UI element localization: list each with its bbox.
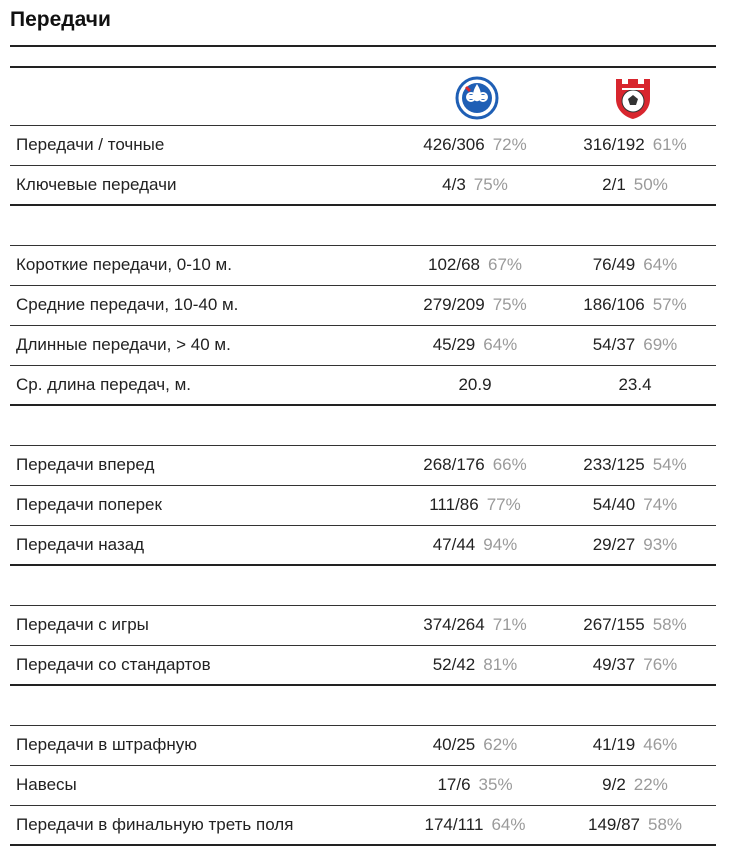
team2-value xyxy=(555,246,715,284)
team1-value xyxy=(400,166,550,204)
team1-percent: 77% xyxy=(486,495,521,514)
team1-value xyxy=(400,126,550,164)
team1-percent: 62% xyxy=(483,735,518,754)
team2-percent: 76% xyxy=(643,655,678,674)
row-label: Передачи вперед xyxy=(16,455,155,474)
team1-value xyxy=(400,366,550,404)
team1-percent: 35% xyxy=(478,775,513,794)
table-row xyxy=(10,126,716,166)
row-label: Передачи / точные xyxy=(16,135,165,154)
team1-count: 426/306 xyxy=(423,135,485,154)
row-label: Передачи назад xyxy=(16,535,145,554)
team1-value xyxy=(400,526,550,564)
team2-count: 149/87 xyxy=(587,815,640,834)
table-row xyxy=(10,246,716,286)
team1-value xyxy=(400,806,550,844)
team2-count: 186/106 xyxy=(583,295,645,314)
table-row xyxy=(10,166,716,206)
page-title: Передачи xyxy=(10,8,111,31)
table-top-divider xyxy=(10,66,716,68)
team1-percent: 71% xyxy=(492,615,527,634)
table-row xyxy=(10,766,716,806)
row-label: Навесы xyxy=(16,775,77,794)
team2-count: 76/49 xyxy=(592,255,636,274)
team1-percent: 64% xyxy=(483,335,518,354)
team2-count: 233/125 xyxy=(583,455,645,474)
team2-count: 316/192 xyxy=(583,135,645,154)
team2-value xyxy=(555,126,715,164)
title-divider xyxy=(10,45,716,47)
team1-count: 17/6 xyxy=(437,775,471,794)
team1-value xyxy=(400,606,550,644)
team1-value xyxy=(400,246,550,284)
row-divider xyxy=(10,204,716,206)
row-label: Длинные передачи, > 40 м. xyxy=(16,335,231,354)
team1-value xyxy=(400,446,550,484)
table-row xyxy=(10,446,716,486)
team1-percent: 75% xyxy=(492,295,527,314)
row-label: Короткие передачи, 0-10 м. xyxy=(16,255,232,274)
team2-count: 29/27 xyxy=(592,535,636,554)
team2-percent: 69% xyxy=(643,335,678,354)
team2-value xyxy=(555,326,715,364)
team2-percent: 74% xyxy=(643,495,678,514)
team1-value xyxy=(400,486,550,524)
team1-percent: 64% xyxy=(491,815,526,834)
team2-value xyxy=(555,646,715,684)
team2-percent: 57% xyxy=(652,295,687,314)
team1-value xyxy=(400,646,550,684)
row-divider xyxy=(10,404,716,406)
table-row xyxy=(10,726,716,766)
team2-count: 23.4 xyxy=(618,375,652,394)
team1-percent: 66% xyxy=(492,455,527,474)
table-row xyxy=(10,326,716,366)
team2-percent: 22% xyxy=(633,775,668,794)
table-row xyxy=(10,806,716,846)
row-divider xyxy=(10,844,716,846)
table-row xyxy=(10,606,716,646)
table-row xyxy=(10,366,716,406)
team1-count: 4/3 xyxy=(442,175,466,194)
row-label: Передачи в штрафную xyxy=(16,735,197,754)
row-label: Ср. длина передач, м. xyxy=(16,375,191,394)
table-row xyxy=(10,646,716,686)
team2-count: 9/2 xyxy=(602,775,626,794)
team2-value xyxy=(555,606,715,644)
team2-percent: 50% xyxy=(633,175,668,194)
row-label: Средние передачи, 10-40 м. xyxy=(16,295,239,314)
team2-count: 54/40 xyxy=(592,495,636,514)
team2-percent: 61% xyxy=(652,135,687,154)
team2-percent: 58% xyxy=(652,615,687,634)
team2-percent: 64% xyxy=(643,255,678,274)
team1-count: 374/264 xyxy=(423,615,485,634)
team1-count: 268/176 xyxy=(423,455,485,474)
team2-percent: 58% xyxy=(647,815,683,834)
team1-count: 111/86 xyxy=(429,495,479,514)
row-divider xyxy=(10,684,716,686)
group-divider xyxy=(10,245,716,246)
group-divider xyxy=(10,445,716,446)
team1-count: 40/25 xyxy=(432,735,476,754)
team2-value xyxy=(555,526,715,564)
team2-count: 267/155 xyxy=(583,615,645,634)
team1-percent: 67% xyxy=(487,255,523,274)
team1-count: 52/42 xyxy=(432,655,476,674)
team2-count: 49/37 xyxy=(592,655,636,674)
team1-value xyxy=(400,726,550,764)
team2-value xyxy=(555,486,715,524)
team1-count: 47/44 xyxy=(432,535,476,554)
team1-percent: 81% xyxy=(483,655,518,674)
team2-percent: 54% xyxy=(652,455,687,474)
group-divider xyxy=(10,605,716,606)
table-row xyxy=(10,486,716,526)
team2-value xyxy=(555,286,715,324)
team1-percent: 75% xyxy=(473,175,508,194)
team2-value xyxy=(555,766,715,804)
row-divider xyxy=(10,564,716,566)
table-row xyxy=(10,526,716,566)
team1-count: 45/29 xyxy=(432,335,476,354)
team2-count: 54/37 xyxy=(592,335,636,354)
group-divider xyxy=(10,125,716,126)
row-label: Передачи поперек xyxy=(16,495,162,514)
team2-value xyxy=(555,366,715,404)
team2-percent: 93% xyxy=(643,535,678,554)
team2-percent: 46% xyxy=(643,735,678,754)
row-label: Передачи со стандартов xyxy=(16,655,211,674)
team1-count: 102/68 xyxy=(427,255,480,274)
team1-count: 174/111 xyxy=(424,815,484,834)
team1-count: 279/209 xyxy=(423,295,485,314)
team1-percent: 94% xyxy=(483,535,518,554)
team2-count: 41/19 xyxy=(592,735,636,754)
team1-value xyxy=(400,326,550,364)
team1-count: 20.9 xyxy=(458,375,492,394)
table-row xyxy=(10,286,716,326)
spartak-crest-icon xyxy=(610,75,656,121)
group-divider xyxy=(10,725,716,726)
row-label: Передачи в финальную треть поля xyxy=(16,815,294,834)
team2-value xyxy=(555,446,715,484)
team1-value xyxy=(400,286,550,324)
row-label: Ключевые передачи xyxy=(16,175,177,194)
row-label: Передачи с игры xyxy=(16,615,149,634)
team2-value xyxy=(555,166,715,204)
team2-value xyxy=(555,726,715,764)
fakel-crest-icon xyxy=(454,75,500,121)
team1-percent: 72% xyxy=(492,135,527,154)
team1-value xyxy=(400,766,550,804)
team2-count: 2/1 xyxy=(602,175,626,194)
team2-value xyxy=(555,806,715,844)
